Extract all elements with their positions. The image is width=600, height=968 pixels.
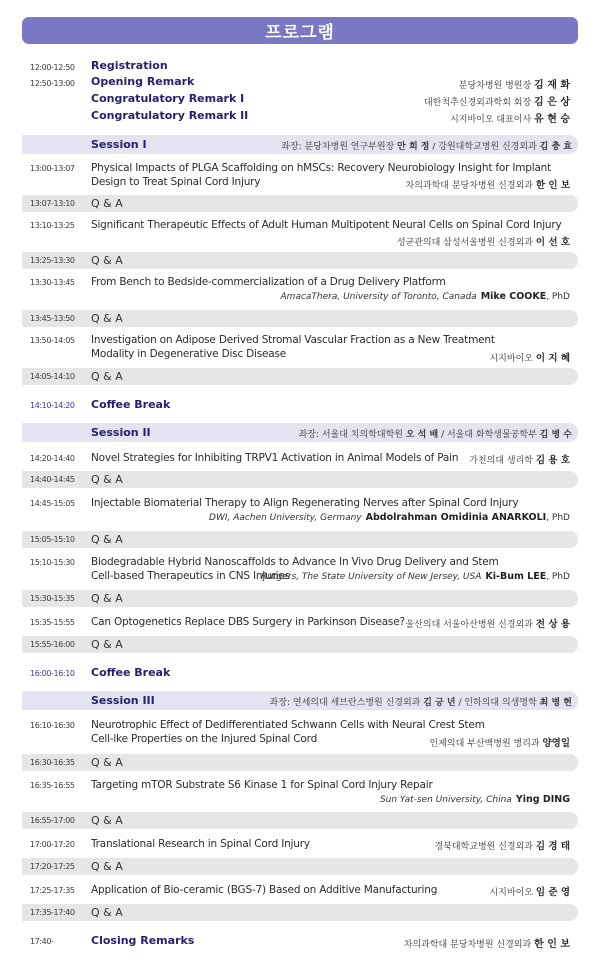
talk-row (22, 333, 578, 365)
congrat-2-label: Congratulatory Remark II (91, 109, 249, 122)
coffee-break-1: 14:10-14:20 Coffee Break (30, 398, 171, 411)
congrat-1-label: Congratulatory Remark I (91, 92, 245, 105)
talk-time: 15:10-15:30 (30, 558, 75, 567)
session-1-label: Session I (91, 138, 147, 151)
talk-speaker: 울산의대 서울아산병원 신경외과 전 상 용 (405, 619, 570, 630)
talk-time: 17:00-17:20 (30, 840, 75, 849)
qa-row: 15:55-16:00 Q & A (22, 636, 578, 653)
qa-row: 15:05-15:10 Q & A (22, 531, 578, 548)
talk-title: Biodegradable Hybrid Nanoscaffolds to Advance In Vivo Drug Delivery and Stem Cell-based Therapeutics in CNS Injuries (91, 556, 499, 582)
program-title: 프로그램 (265, 23, 335, 43)
closing-row: 17:40- Closing Remarks 차의과학대 분당차병원 신경외과 한 인 보 (30, 934, 570, 950)
qa-row: 13:07-13:10 Q & A (22, 195, 578, 212)
talk-title: From Bench to Bedside-commercialization of a Drug Delivery Platform (91, 276, 446, 288)
talk-speaker: AmacaThera, University of Toronto, Canada Mike COOKE, PhD (280, 291, 570, 302)
closing-label: Closing Remarks (91, 934, 195, 947)
talk-title: Physical Impacts of PLGA Scaffolding on hMSCs: Recovery Neurobiology Insight for Implant Design to Treat Spinal Cord Injury (91, 162, 552, 188)
talk-time: 16:10-16:30 (30, 721, 75, 730)
talk-row (22, 218, 578, 248)
talk-row (22, 883, 578, 900)
coffee-break-2: 16:00-16:10 Coffee Break (30, 666, 171, 679)
talk-row (22, 496, 578, 526)
talk-time: 17:25-17:35 (30, 886, 75, 895)
qa-row: 16:55-17:00 Q & A (22, 812, 578, 829)
congrat-1-speaker: 대한척추신경외과학회 회장 김 은 상 (423, 97, 570, 108)
qa-row: 15:30-15:35 Q & A (22, 590, 578, 607)
qa-row: 16:30-16:35 Q & A (22, 754, 578, 771)
qa-row: 13:25-13:30 Q & A (22, 252, 578, 269)
talk-time: 14:45-15:05 (30, 499, 75, 508)
talk-row (22, 615, 578, 632)
talk-time: 14:20-14:40 (30, 454, 75, 463)
talk-title: Significant Therapeutic Effects of Adult Human Multipotent Neural Cells on Spinal Cord Injury (91, 219, 562, 231)
session-3-header (22, 691, 578, 710)
talk-title: Targeting mTOR Substrate S6 Kinase 1 for Spinal Cord Injury Repair (91, 779, 433, 791)
session-3-label: Session III (91, 694, 155, 707)
opening-speaker: 분당차병원 병원장 김 재 화 (458, 80, 570, 91)
talk-title: Injectable Biomaterial Therapy to Align Regenerating Nerves after Spinal Cord Injury (91, 497, 519, 509)
talk-speaker: 경북대학교병원 신경외과 김 경 태 (434, 841, 570, 852)
opening-block (22, 59, 578, 129)
opening-remark-label: Opening Remark (91, 75, 195, 88)
session-2-label: Session II (91, 426, 151, 439)
talk-time: 13:10-13:25 (30, 221, 75, 230)
talk-title: Application of Bio-ceramic (BGS-7) Based on Additive Manufacturing (91, 884, 438, 896)
time-registration: 12:00-12:50 (30, 63, 75, 72)
talk-title: Translational Research in Spinal Cord Injury (91, 838, 310, 850)
session-1-header (22, 135, 578, 154)
registration-label: Registration (91, 59, 168, 72)
talk-title: Investigation on Adipose Derived Stromal Vascular Fraction as a New Treatment Modality in Degenerative Disc Disease (91, 334, 495, 360)
session-2-header (22, 423, 578, 442)
talk-speaker: DWI, Aachen University, Germany Abdolrahman Omidinia ANARKOLI, PhD (209, 512, 570, 523)
talk-time: 16:35-16:55 (30, 781, 75, 790)
talk-row (22, 778, 578, 808)
talk-row (22, 451, 578, 468)
talk-speaker: 시지바이오 이 지 혜 (489, 353, 570, 364)
qa-row: 14:05-14:10 Q & A (22, 368, 578, 385)
talk-title: Neurotrophic Effect of Dedifferentiated Schwann Cells with Neural Crest Stem Cell-lke Properties on the Injured Spinal Cord (91, 719, 485, 745)
talk-time: 15:35-15:55 (30, 618, 75, 627)
session-3-chairs: 좌장: 연세의대 세브란스병원 신경외과 김 긍 년 / 인하의대 의생명학 최 병 현 (269, 698, 572, 708)
session-1-chairs: 좌장: 분당차병원 연구부원장 안 희 정 / 강원대학교병원 신경외과 김 충 효 (281, 142, 572, 152)
talk-time: 13:50-14:05 (30, 336, 75, 345)
qa-row: 17:20-17:25 Q & A (22, 858, 578, 875)
talk-speaker: Sun Yat-sen University, China Ying DING (379, 794, 570, 805)
talk-speaker: Rutgers, The State University of New Jersey, USA Ki-Bum LEE, PhD (261, 571, 570, 582)
talk-speaker: 가천의대 생리학 김 용 호 (469, 455, 570, 466)
talk-speaker: 성균관의대 삼성서울병원 신경외과 이 선 호 (396, 237, 570, 248)
talk-row (22, 275, 578, 305)
congrat-2-speaker: 시지바이오 대표이사 유 현 승 (450, 114, 570, 125)
talk-speaker: 시지바이오 임 준 영 (489, 887, 570, 898)
talk-row (22, 837, 578, 854)
talk-speaker: 인제의대 부산백병원 병리과 양영일 (429, 738, 570, 749)
program-header (22, 17, 578, 44)
talk-title: Novel Strategies for Inhibiting TRPV1 Activation in Animal Models of Pain (91, 452, 459, 464)
talk-row (22, 718, 578, 750)
session-2-chairs: 좌장: 서울대 치의학대학원 오 석 배 / 서울대 화학생물공학부 김 병 수 (298, 430, 572, 440)
closing-speaker: 차의과학대 분당차병원 신경외과 한 인 보 (403, 939, 570, 950)
talk-row (22, 161, 578, 191)
talk-time: 13:30-13:45 (30, 278, 75, 287)
qa-row: 14:40-14:45 Q & A (22, 471, 578, 488)
talk-title: Can Optogenetics Replace DBS Surgery in Parkinson Disease? (91, 616, 405, 628)
time-opening: 12:50-13:00 (30, 79, 75, 88)
qa-row: 13:45-13:50 Q & A (22, 310, 578, 327)
qa-row: 17:35-17:40 Q & A (22, 904, 578, 921)
talk-row (22, 555, 578, 585)
talk-time: 13:00-13:07 (30, 164, 75, 173)
talk-speaker: 차의과학대 분당차병원 신경외과 한 인 보 (405, 180, 570, 191)
